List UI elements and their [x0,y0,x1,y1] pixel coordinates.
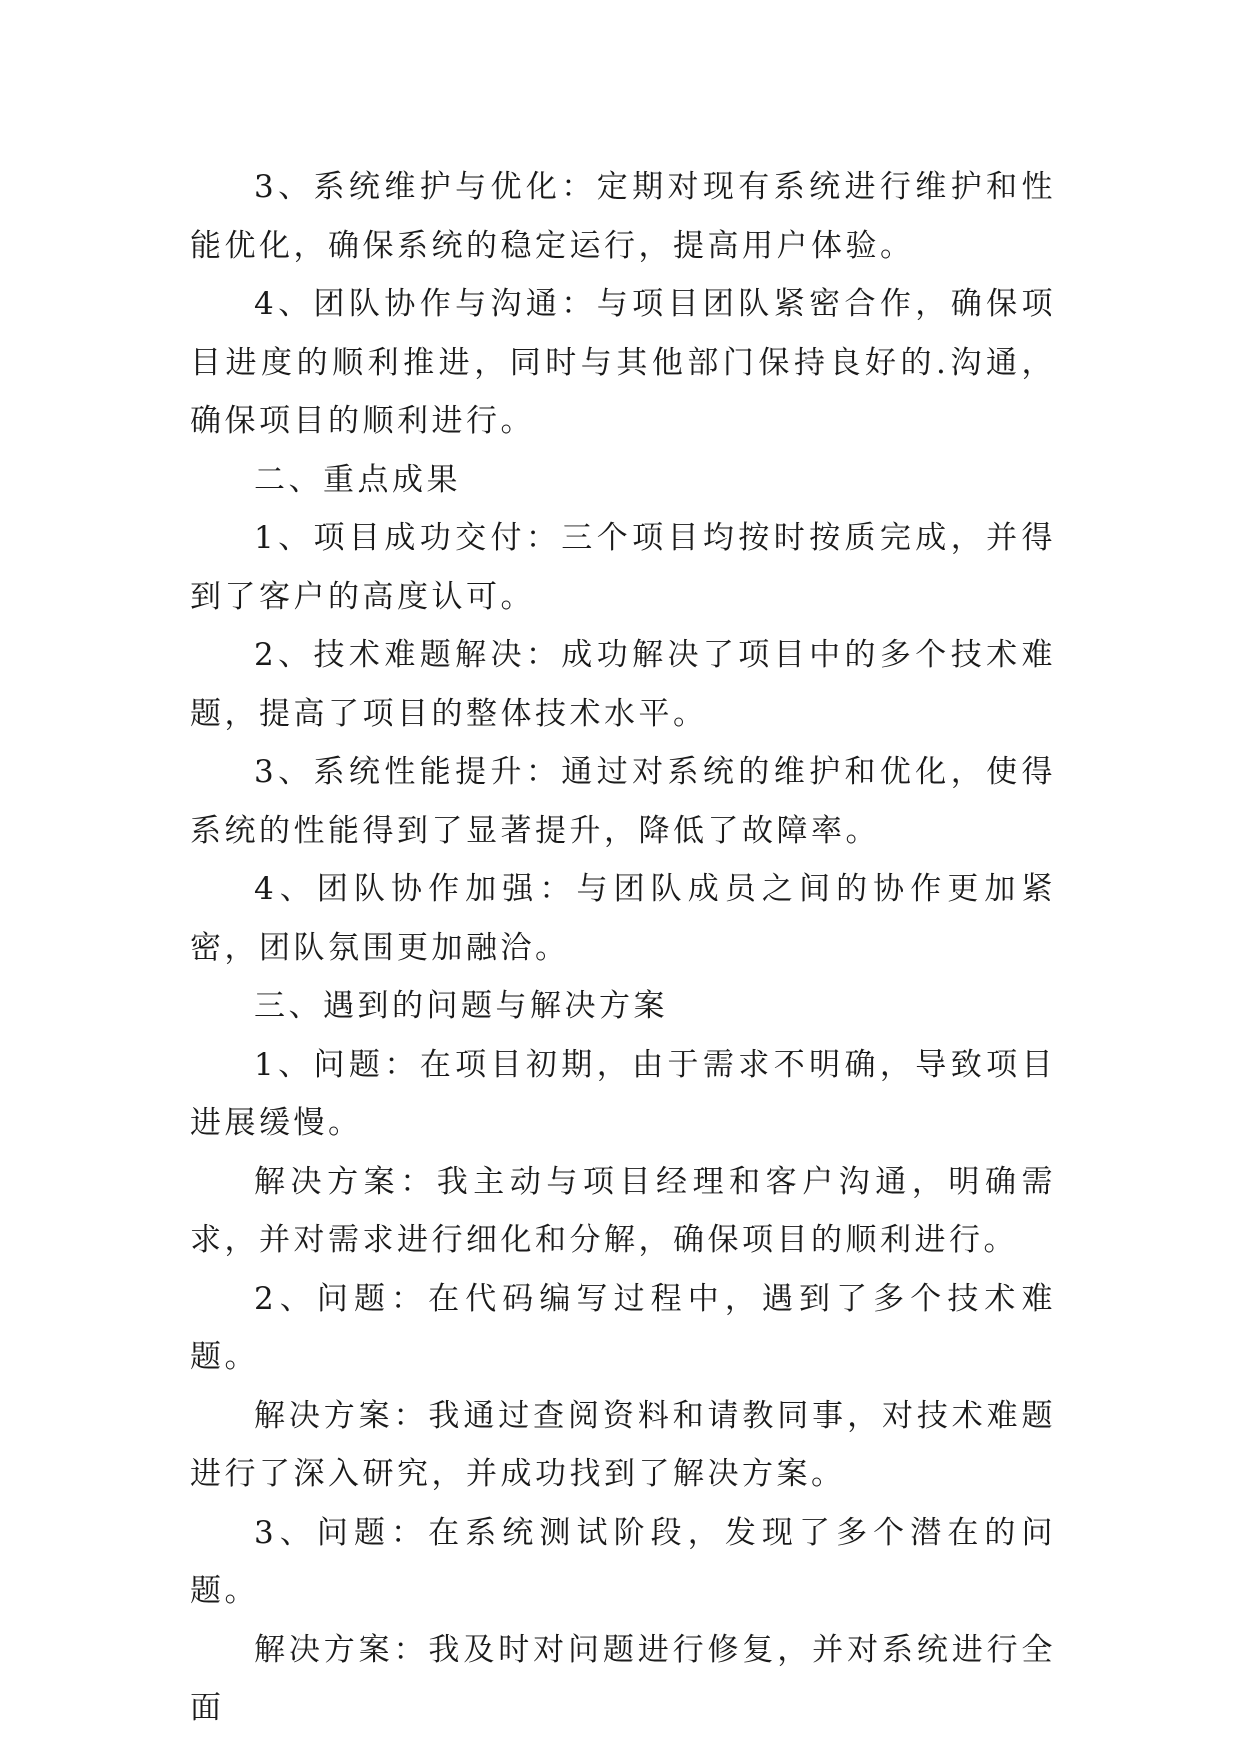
paragraph-performance-improvement: 3、系统性能提升：通过对系统的维护和优化，使得系统的性能得到了显著提升，降低了故障率。 [190,754,1056,849]
paragraph-problem-2: 2、问题：在代码编写过程中，遇到了多个技术难题。 [190,1280,1056,1375]
paragraph-project-delivery: 1、项目成功交付：三个项目均按时按质完成，并得到了客户的高度认可。 [190,520,1056,615]
document-body [190,158,1056,1738]
paragraph-technical-problems: 2、技术难题解决：成功解决了项目中的多个技术难题，提高了项目的整体技术水平。 [190,637,1056,732]
paragraph-solution-3: 解决方案：我及时对问题进行修复，并对系统进行全面 [190,1631,1056,1726]
paragraph-solution-2: 解决方案：我通过查阅资料和请教同事，对技术难题进行了深入研究，并成功找到了解决方案。 [190,1397,1056,1492]
section-heading-key-results: 二、重点成果 [254,461,461,498]
paragraph-problem-1: 1、问题：在项目初期，由于需求不明确，导致项目进展缓慢。 [190,1046,1056,1141]
paragraph-solution-1: 解决方案：我主动与项目经理和客户沟通，明确需求，并对需求进行细化和分解，确保项目的顺利进行。 [190,1163,1056,1258]
paragraph-problem-3: 3、问题：在系统测试阶段，发现了多个潜在的问题。 [190,1514,1056,1609]
section-heading-problems-solutions: 三、遇到的问题与解决方案 [254,988,668,1024]
paragraph-team-collaboration: 4、团队协作与沟通：与项目团队紧密合作，确保项目进度的顺利推进，同时与其他部门保持良好的.沟通，确保项目的顺利进行。 [190,286,1056,439]
paragraph-system-maintenance: 3、系统维护与优化：定期对现有系统进行维护和性能优化，确保系统的稳定运行，提高用户体验。 [190,169,1056,264]
paragraph-team-strengthening: 4、团队协作加强：与团队成员之间的协作更加紧密，团队氛围更加融洽。 [190,871,1056,966]
